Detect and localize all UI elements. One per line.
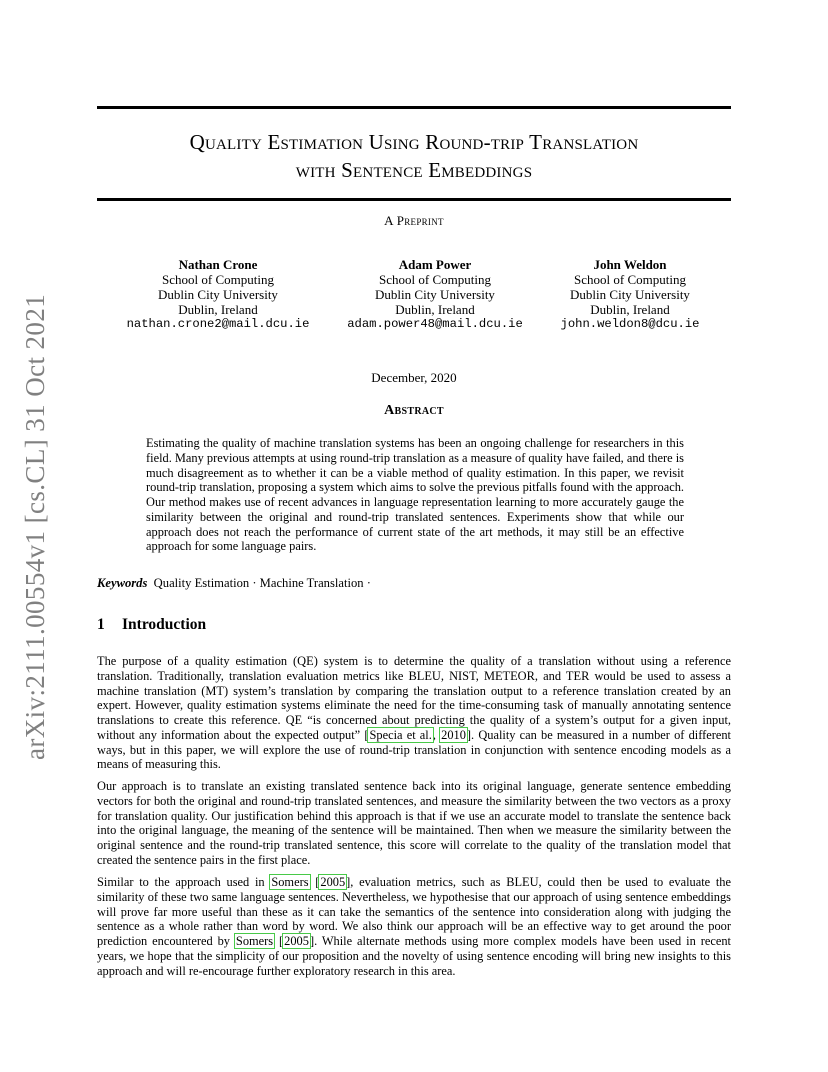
preprint-label: A Preprint (384, 213, 444, 228)
citation-link[interactable]: Somers (271, 875, 309, 889)
section-heading (97, 616, 206, 634)
author-location: Dublin, Ireland (395, 302, 475, 317)
author-school: School of Computing (574, 272, 686, 287)
author-university: Dublin City University (570, 287, 690, 302)
citation-link[interactable]: Specia et al. (369, 727, 432, 742)
title-line-1: Quality Estimation Using Round-trip Translation (189, 130, 639, 154)
intro-paragraph-2: Our approach is to translate an existing translated sentence back into its original language, generate sentence embedding vectors for both the original and round-trip translated sentences, and measure the similarity between the two vectors as a proxy for translation quality. Our justification behind this approach is that if we use an accurate model to translate the sentence back into the original language, the meaning of the sentence will be maintained. Then when we measure the similarity between the original sentence and the round-trip translated sentence, this score will correlate to the quality of the translation model that created the sentence pairs in the first place. (97, 779, 731, 867)
keywords-line (97, 576, 371, 591)
citation-link[interactable]: Somers (235, 934, 274, 948)
author-block (530, 257, 730, 332)
citation-year-link[interactable]: 2010 (441, 727, 466, 742)
author-name: Nathan Crone (178, 257, 258, 272)
paper-title (97, 128, 731, 184)
section-number: 1 (97, 616, 105, 633)
author-university: Dublin City University (158, 287, 278, 302)
author-block (118, 257, 318, 332)
keywords-text: Quality Estimation · Machine Translation · (153, 576, 371, 590)
section-title: Introduction (122, 616, 207, 633)
abstract-text: Estimating the quality of machine translation systems has been an ongoing challenge for researchers in this field. Many previous attempts at using round-trip translation as a measure of quality have failed, and there is much disagreement as to whether it can be a viable method of quality estimation. In this paper, we revisit round-trip translation, proposing a system which aims to solve the previous pitfalls found with the approach. Our method makes use of recent advances in language representation learning to more accurately gauge the similarity between the original and round-trip translated sentences. Experiments show that while our approach does not reach the performance of current state of the art methods, it may still be an effective approach for some language pairs. (146, 436, 684, 554)
author-name: Adam Power (398, 257, 472, 272)
author-school: School of Computing (162, 272, 274, 287)
citation-year-link[interactable]: 2005 (284, 934, 309, 948)
author-email[interactable]: john.weldon8@dcu.ie (560, 317, 700, 331)
author-university: Dublin City University (375, 287, 495, 302)
author-block (335, 257, 535, 332)
title-rule-top (97, 106, 731, 109)
author-name: John Weldon (593, 257, 667, 272)
author-location: Dublin, Ireland (178, 302, 258, 317)
author-email[interactable]: nathan.crone2@mail.dcu.ie (126, 317, 310, 331)
abstract-heading: Abstract (384, 403, 444, 418)
author-location: Dublin, Ireland (590, 302, 670, 317)
author-school: School of Computing (379, 272, 491, 287)
title-line-2: with Sentence Embeddings (295, 158, 533, 182)
author-email[interactable]: adam.power48@mail.dcu.ie (347, 317, 523, 331)
citation-year-link[interactable]: 2005 (320, 875, 346, 889)
keywords-label: Keywords (97, 576, 148, 590)
title-rule-bottom (97, 198, 731, 201)
intro-paragraph-1: The purpose of a quality estimation (QE) system is to determine the quality of a translation without using a reference translation. Traditionally, translation evaluation metrics like BLEU, NIST, METEOR, and TER would be used to assess a machine translation (MT) system’s translation by comparing the translation output to a reference translation created by an expert. However, quality estimation systems eliminate the need for the time-consuming task of manually annotating sentence translations to create this reference. QE “is concerned about predicting the quality of a system’s output for a given input, without any information about the expected output” [Specia et al., 2010]. Quality can be measured in a number of different ways, but in this paper, we will explore the use of round-trip translation in conjunction with sentence encoding models as a means of measuring this. (97, 654, 732, 772)
intro-paragraph-3: Similar to the approach used in Somers [2005], evaluation metrics, such as BLEU, could then be used to evaluate the similarity of these two same language sentences. Nevertheless, we hypothesise that our approach of using sentence embeddings will prove far more useful than these as it can take the semantics of the sentence into consideration along with judging the sentence as a whole rather than word by word. We also think our approach will be an effective way to get around the poor prediction encountered by Somers [2005]. While alternate methods using more complex models have been used in recent years, we hope that the simplicity of our proposition and the novelty of using sentence encoding will bring new insights to this approach and will re-encourage further exploratory research in this area. (97, 875, 732, 978)
paper-date: December, 2020 (371, 370, 457, 385)
arxiv-stamp: arXiv:2111.00554v1 [cs.CL] 31 Oct 2021 (20, 293, 50, 760)
